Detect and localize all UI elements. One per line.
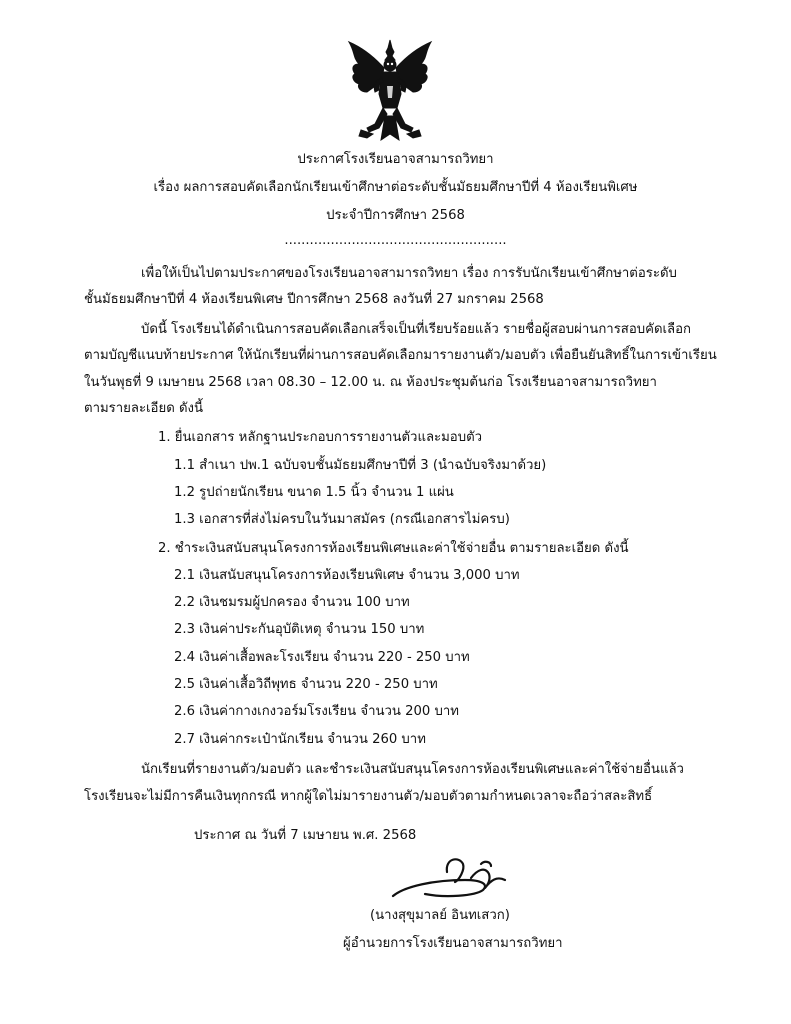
garuda-emblem-icon (345, 38, 435, 146)
section-2-item: 2.6 เงินค่ากางเกงวอร์มโรงเรียน จำนวน 200 บาท (174, 704, 459, 719)
page-subject: เรื่อง ผลการสอบคัดเลือกนักเรียนเข้าศึกษาต่อระดับชั้นมัธยมศึกษาปีที่ 4 ห้องเรียนพิเศษ (153, 180, 638, 195)
paragraph-1-line-2: ชั้นมัธยมศึกษาปีที่ 4 ห้องเรียนพิเศษ ปีการศึกษา 2568 ลงวันที่ 27 มกราคม 2568 (84, 292, 544, 307)
academic-year: ประจำปีการศึกษา 2568 (326, 208, 465, 223)
section-2-item: 2.5 เงินค่าเสื้อวิถีพุทธ จำนวน 220 - 250 บาท (174, 677, 438, 692)
section-1-item: 1.1 สำเนา ปพ.1 ฉบับจบชั้นมัธยมศึกษาปีที่ 3 (นำฉบับจริงมาด้วย) (174, 458, 547, 473)
announcement-date: ประกาศ ณ วันที่ 7 เมษายน พ.ศ. 2568 (194, 828, 417, 843)
closing-line-1: นักเรียนที่รายงานตัว/มอบตัว และชำระเงินสนับสนุนโครงการห้องเรียนพิเศษและค่าใช้จ่ายอื่นแล้ว (141, 762, 684, 777)
section-2-item: 2.1 เงินสนับสนุนโครงการห้องเรียนพิเศษ จำนวน 3,000 บาท (174, 568, 520, 583)
paragraph-2-line-3: ในวันพุธที่ 9 เมษายน 2568 เวลา 08.30 – 12.00 น. ณ ห้องประชุมต้นก่อ โรงเรียนอาจสามารถวิทยา (84, 375, 657, 390)
section-2-item: 2.4 เงินค่าเสื้อพละโรงเรียน จำนวน 220 - 250 บาท (174, 650, 470, 665)
signer-name: (นางสุขุมาลย์ อินทเสวก) (370, 908, 510, 923)
section-2-item: 2.3 เงินค่าประกันอุบัติเหตุ จำนวน 150 บาท (174, 622, 425, 637)
paragraph-2-line-4: ตามรายละเอียด ดังนี้ (84, 401, 203, 416)
section-2-heading: 2. ชำระเงินสนับสนุนโครงการห้องเรียนพิเศษและค่าใช้จ่ายอื่น ตามรายละเอียด ดังนี้ (158, 541, 629, 556)
page-title: ประกาศโรงเรียนอาจสามารถวิทยา (297, 152, 494, 167)
section-2-item: 2.7 เงินค่ากระเป๋านักเรียน จำนวน 260 บาท (174, 732, 426, 747)
section-2-item: 2.2 เงินชมรมผู้ปกครอง จำนวน 100 บาท (174, 595, 410, 610)
paragraph-2-line-2: ตามบัญชีแนบท้ายประกาศ ให้นักเรียนที่ผ่านการสอบคัดเลือกมารายงานตัว/มอบตัว เพื่อยืนยันสิทธิ์ในการเข้าเรียน (84, 348, 717, 363)
paragraph-1-line-1: เพื่อให้เป็นไปตามประกาศของโรงเรียนอาจสามารถวิทยา เรื่อง การรับนักเรียนเข้าศึกษาต่อระดับ (141, 266, 677, 281)
section-1-item: 1.2 รูปถ่ายนักเรียน ขนาด 1.5 นิ้ว จำนวน 1 แผ่น (174, 485, 454, 500)
paragraph-2-line-1: บัดนี้ โรงเรียนได้ดำเนินการสอบคัดเลือกเสร็จเป็นที่เรียบร้อยแล้ว รายชื่อผู้สอบผ่านการสอบคัดเลือก (141, 322, 692, 337)
section-1-heading: 1. ยื่นเอกสาร หลักฐานประกอบการรายงานตัวและมอบตัว (158, 430, 483, 445)
closing-line-2: โรงเรียนจะไม่มีการคืนเงินทุกกรณี หากผู้ใดไม่มารายงานตัว/มอบตัวตามกำหนดเวลาจะถือว่าสละสิทธิ์ (84, 789, 653, 804)
separator: ..................................................... (284, 233, 507, 248)
signer-title: ผู้อำนวยการโรงเรียนอาจสามารถวิทยา (343, 936, 563, 951)
handwritten-signature (385, 850, 535, 910)
section-1-item: 1.3 เอกสารที่ส่งไม่ครบในวันมาสมัคร (กรณีเอกสารไม่ครบ) (174, 512, 510, 527)
